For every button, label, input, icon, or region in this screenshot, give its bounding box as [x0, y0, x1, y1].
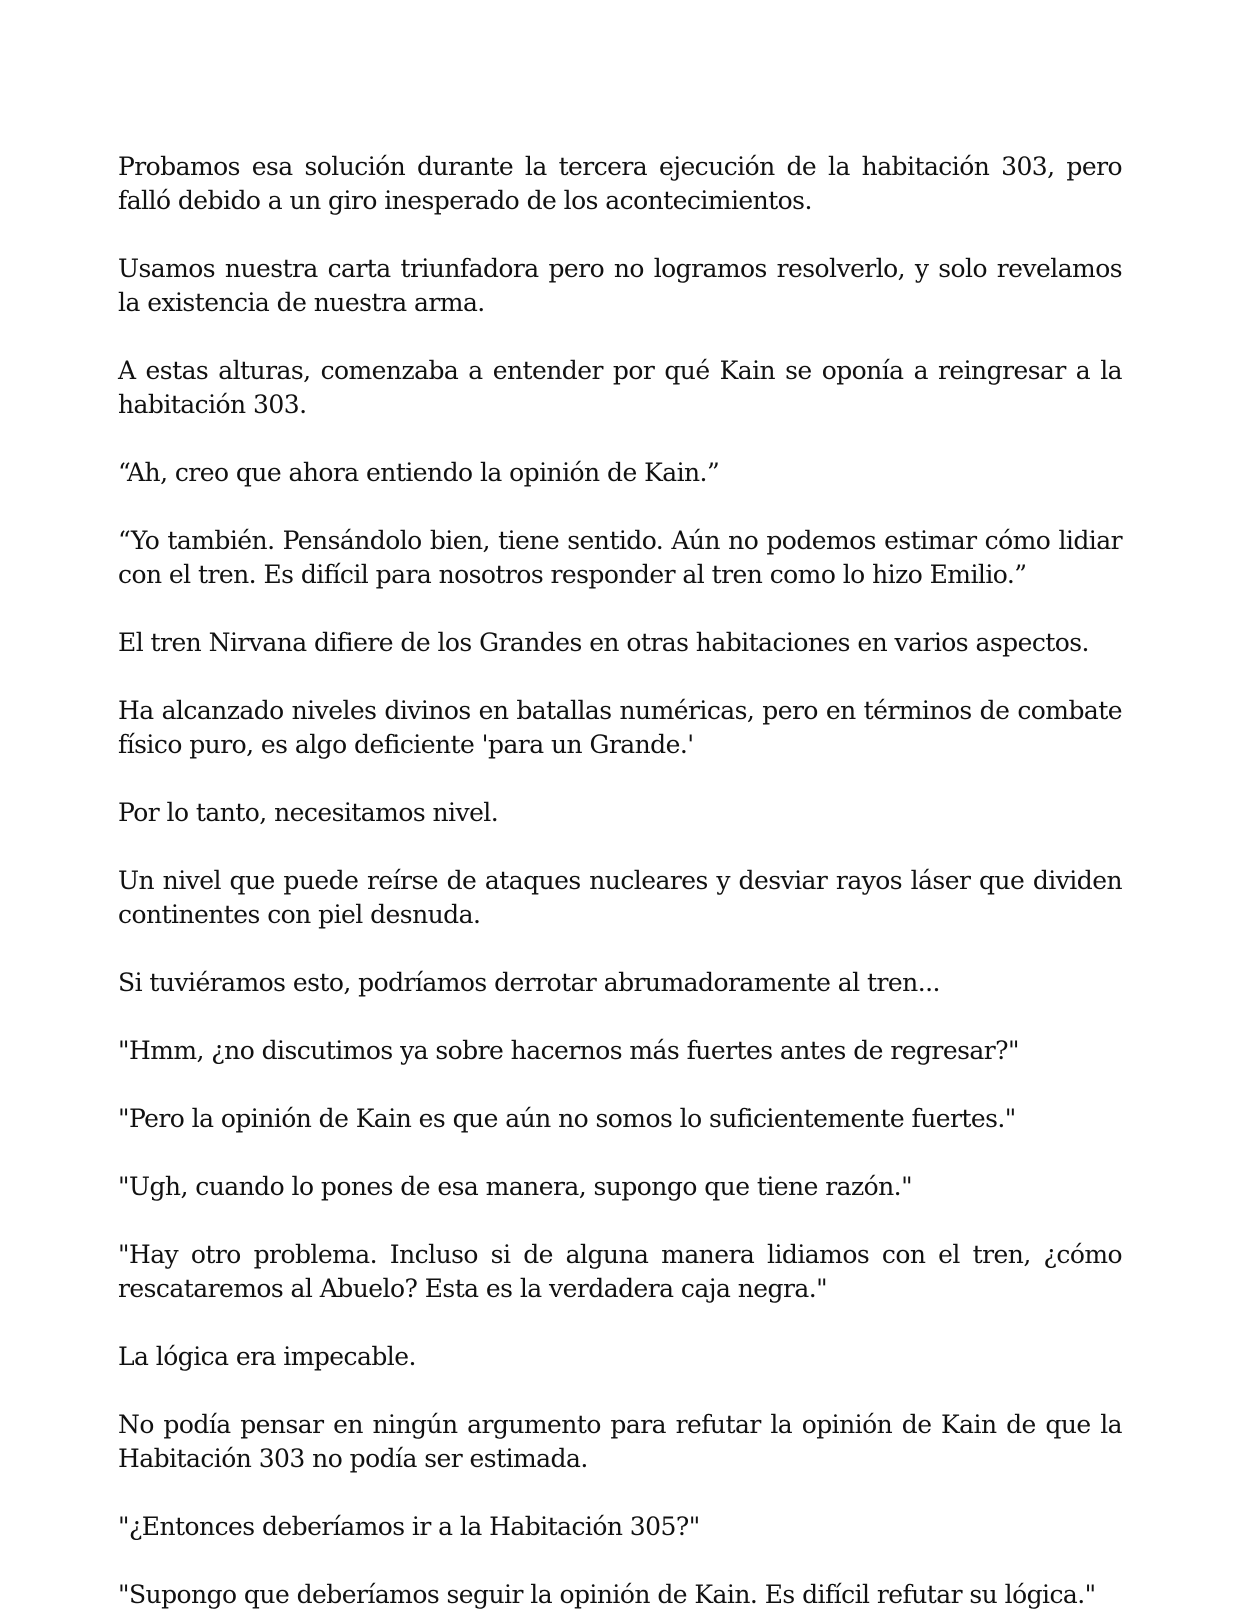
paragraph-14: "Hay otro problema. Incluso si de alguna manera lidiamos con el tren, ¿cómo rescataremos al Abuelo? Esta es la verdadera caja negra.": [118, 1240, 1122, 1303]
paragraph-18: "Supongo que deberíamos seguir la opinión de Kain. Es difícil refutar su lógica.": [118, 1580, 1096, 1609]
paragraph-10: Si tuviéramos esto, podríamos derrotar abrumadoramente al tren...: [118, 968, 940, 997]
paragraph-11: "Hmm, ¿no discutimos ya sobre hacernos más fuertes antes de regresar?": [118, 1036, 1019, 1065]
paragraph-5: “Yo también. Pensándolo bien, tiene sentido. Aún no podemos estimar cómo lidiar con el tren. Es difícil para nosotros responder al tren como lo hizo Emilio.”: [118, 526, 1122, 589]
paragraph-15: La lógica era impecable.: [118, 1342, 416, 1371]
paragraph-13: "Ugh, cuando lo pones de esa manera, supongo que tiene razón.": [118, 1172, 913, 1201]
document-body: [118, 150, 1122, 1617]
paragraph-9: Un nivel que puede reírse de ataques nucleares y desviar rayos láser que dividen continentes con piel desnuda.: [118, 866, 1122, 929]
paragraph-7: Ha alcanzado niveles divinos en batallas numéricas, pero en términos de combate físico puro, es algo deficiente 'para un Grande.': [118, 696, 1122, 759]
paragraph-8: Por lo tanto, necesitamos nivel.: [118, 798, 499, 827]
paragraph-1: Probamos esa solución durante la tercera ejecución de la habitación 303, pero falló debido a un giro inesperado de los acontecimientos.: [118, 152, 1122, 215]
paragraph-17: "¿Entonces deberíamos ir a la Habitación 305?": [118, 1512, 700, 1541]
paragraph-6: El tren Nirvana difiere de los Grandes en otras habitaciones en varios aspectos.: [118, 628, 1089, 657]
paragraph-12: "Pero la opinión de Kain es que aún no somos lo suficientemente fuertes.": [118, 1104, 1016, 1133]
paragraph-3: A estas alturas, comenzaba a entender por qué Kain se oponía a reingresar a la habitación 303.: [118, 356, 1122, 419]
paragraph-4: “Ah, creo que ahora entiendo la opinión de Kain.”: [118, 458, 720, 487]
paragraph-2: Usamos nuestra carta triunfadora pero no logramos resolverlo, y solo revelamos la existencia de nuestra arma.: [118, 254, 1122, 317]
paragraph-16: No podía pensar en ningún argumento para refutar la opinión de Kain de que la Habitación 303 no podía ser estimada.: [118, 1410, 1122, 1473]
